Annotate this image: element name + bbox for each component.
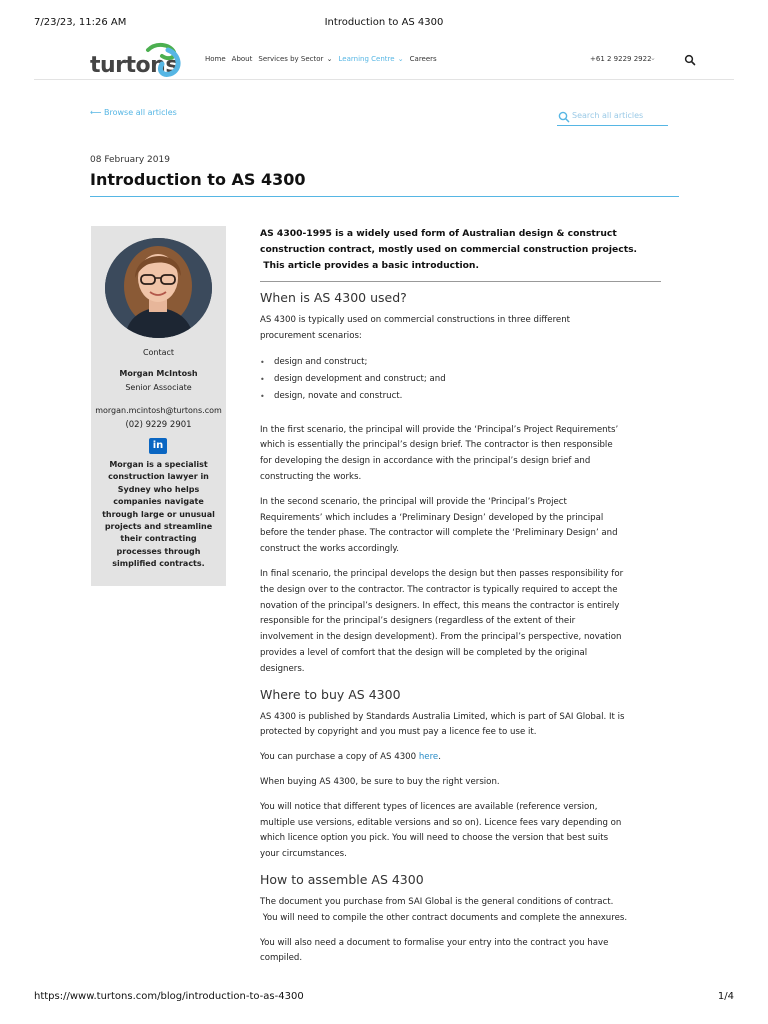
text-line: compiled.	[260, 953, 303, 964]
section-heading-when: When is AS 4300 used?	[260, 290, 407, 305]
nav-links	[205, 55, 437, 63]
author-phone[interactable]: (02) 9229 2901	[125, 420, 192, 430]
print-datetime: 7/23/23, 11:26 AM	[34, 17, 127, 28]
scenario-list	[260, 354, 665, 405]
purchase-here-link[interactable]: here	[418, 752, 439, 763]
search-icon	[558, 111, 570, 123]
text-span: .	[438, 752, 441, 763]
section-heading-how: How to assemble AS 4300	[260, 871, 424, 887]
bio-line: through large or unusual	[102, 509, 215, 519]
bio-line: processes through	[116, 546, 201, 556]
print-url: https://www.turtons.com/blog/introduction-to-as-4300	[34, 991, 304, 1002]
lead-divider	[260, 281, 661, 282]
author-bio	[99, 459, 218, 571]
logo-text: turtons	[90, 53, 178, 78]
article-body	[260, 226, 665, 976]
section-heading-where: Where to buy AS 4300	[260, 686, 401, 702]
contact-label: Contact	[142, 348, 175, 357]
nav-home[interactable]: Home	[205, 55, 226, 63]
chevron-down-icon: ⌄	[324, 55, 333, 63]
text-line: which licence option you pick. You will need to choose the version that best suits	[260, 833, 609, 844]
turtons-logo[interactable]	[90, 42, 186, 78]
text-line: In the first scenario, the principal will provide the ‘Principal’s Project Requirements’	[260, 424, 619, 435]
bio-line: companies navigate	[113, 497, 204, 507]
search-icon[interactable]	[684, 54, 696, 66]
lead-line: construction contract, mostly used on commercial construction projects.	[260, 244, 638, 255]
author-name: Morgan McIntosh	[119, 369, 198, 378]
nav-learning-centre[interactable]	[339, 55, 404, 63]
search-input[interactable]	[572, 111, 666, 120]
text-line: procurement scenarios:	[260, 330, 362, 341]
text-line: before the tender phase. The contractor will complete the ‘Preliminary Design’ and	[260, 528, 618, 539]
text-line: which is essentially the principal’s design brief. The contractor is then responsible	[260, 440, 613, 451]
list-item: • design and construct;	[260, 354, 665, 371]
text-line: construct the works accordingly.	[260, 544, 400, 555]
nav-learning-label: Learning Centre	[338, 55, 395, 63]
bio-line: simplified contracts.	[112, 559, 205, 569]
bio-line: construction lawyer in	[108, 472, 209, 482]
text-line: Requirements’ which includes a ‘Preliminary Design’ developed by the principal	[260, 512, 604, 523]
text-line: for developing the design in accordance with the principal’s design brief and	[260, 456, 591, 467]
bio-line: Sydney who helps	[117, 484, 200, 494]
nav-services-label: Services by Sector	[258, 55, 324, 63]
nav-careers[interactable]: Careers	[409, 55, 437, 63]
list-item: • design, novate and construct.	[260, 388, 665, 405]
bio-line: their contracting	[120, 534, 197, 544]
print-header	[34, 17, 734, 31]
paragraph	[260, 495, 665, 558]
text-line: designers.	[260, 663, 305, 674]
print-page-number: 1/4	[717, 991, 734, 1002]
text-line: The document you purchase from SAI Global is the general conditions of contract.	[260, 896, 614, 907]
text-line: involvement in the design development). From the principal’s perspective, novation	[260, 632, 622, 643]
logo-swirl-icon	[138, 42, 186, 78]
author-email[interactable]: morgan.mcintosh@turtons.com	[95, 406, 222, 415]
paragraph: When buying AS 4300, be sure to buy the right version.	[260, 776, 500, 787]
browse-all-articles-link[interactable]	[90, 108, 177, 117]
nav-about[interactable]: About	[231, 55, 253, 63]
paragraph	[260, 936, 665, 968]
text-line: multiple use versions, editable versions and so on). Licence fees vary depending on	[260, 817, 622, 828]
article-date: 08 February 2019	[90, 155, 170, 165]
title-divider	[90, 196, 679, 197]
paragraph	[260, 567, 665, 678]
article-lead	[260, 226, 665, 274]
text-line: your circumstances.	[260, 849, 347, 860]
text-line: the design over to the contractor. The contractor is typically required to accept the	[260, 584, 618, 595]
chevron-down-icon: ⌄	[395, 55, 404, 63]
print-doc-title: Introduction to AS 4300	[324, 17, 444, 28]
arrow-left-icon: ⟵	[90, 108, 105, 117]
article-search[interactable]	[557, 110, 668, 126]
bio-line: projects and streamline	[104, 522, 213, 532]
paragraph	[260, 710, 665, 742]
paragraph	[260, 895, 665, 927]
text-line: You will also need a document to formalise your entry into the contract you have	[260, 937, 609, 948]
text-line: AS 4300 is published by Standards Australia Limited, which is part of SAI Global. It is	[260, 711, 625, 722]
page-title: Introduction to AS 4300	[90, 170, 306, 189]
paragraph	[260, 800, 665, 863]
text-line: AS 4300 is typically used on commercial constructions in three different	[260, 315, 571, 325]
text-line: protected by copyright and you must pay a licence fee to use it.	[260, 727, 537, 738]
author-role: Senior Associate	[125, 383, 192, 392]
text-span: You can purchase a copy of AS 4300	[260, 752, 419, 763]
text-line: constructing the works.	[260, 471, 362, 482]
back-link-label: Browse all articles	[104, 108, 177, 117]
paragraph	[260, 750, 665, 766]
nav-services[interactable]	[258, 55, 332, 63]
text-line: responsible for the principal’s designers (regardless of the extent of their	[260, 616, 576, 627]
print-footer	[34, 991, 734, 1005]
paragraph	[260, 313, 665, 345]
text-line: You will need to compile the other contract documents and complete the annexures.	[260, 912, 628, 923]
author-card	[91, 226, 226, 586]
lead-line: This article provides a basic introduction.	[260, 260, 479, 271]
bio-line: Morgan is a specialist	[109, 460, 208, 469]
linkedin-icon[interactable]: in	[149, 438, 167, 454]
text-line: In final scenario, the principal develops the design but then passes responsibility for	[260, 568, 624, 579]
chevron-down-icon[interactable]: ⌄	[650, 54, 656, 62]
text-line: novation of the principal’s designers. In effect, this means the contractor is entirely	[260, 600, 620, 611]
list-item: • design development and construct; and	[260, 371, 665, 388]
text-line: You will notice that different types of licences are available (reference version,	[260, 801, 598, 812]
text-line: provides a level of comfort that the design will be completed by the original	[260, 647, 588, 658]
lead-line: AS 4300-1995 is a widely used form of Australian design & construct	[260, 228, 617, 239]
nav-phone[interactable]: +61 2 9229 2922	[590, 55, 652, 63]
paragraph	[260, 423, 665, 486]
site-nav	[34, 40, 734, 80]
text-line: In the second scenario, the principal will provide the ‘Principal’s Project	[260, 496, 567, 507]
author-photo	[105, 238, 212, 338]
author-avatar	[105, 238, 212, 338]
